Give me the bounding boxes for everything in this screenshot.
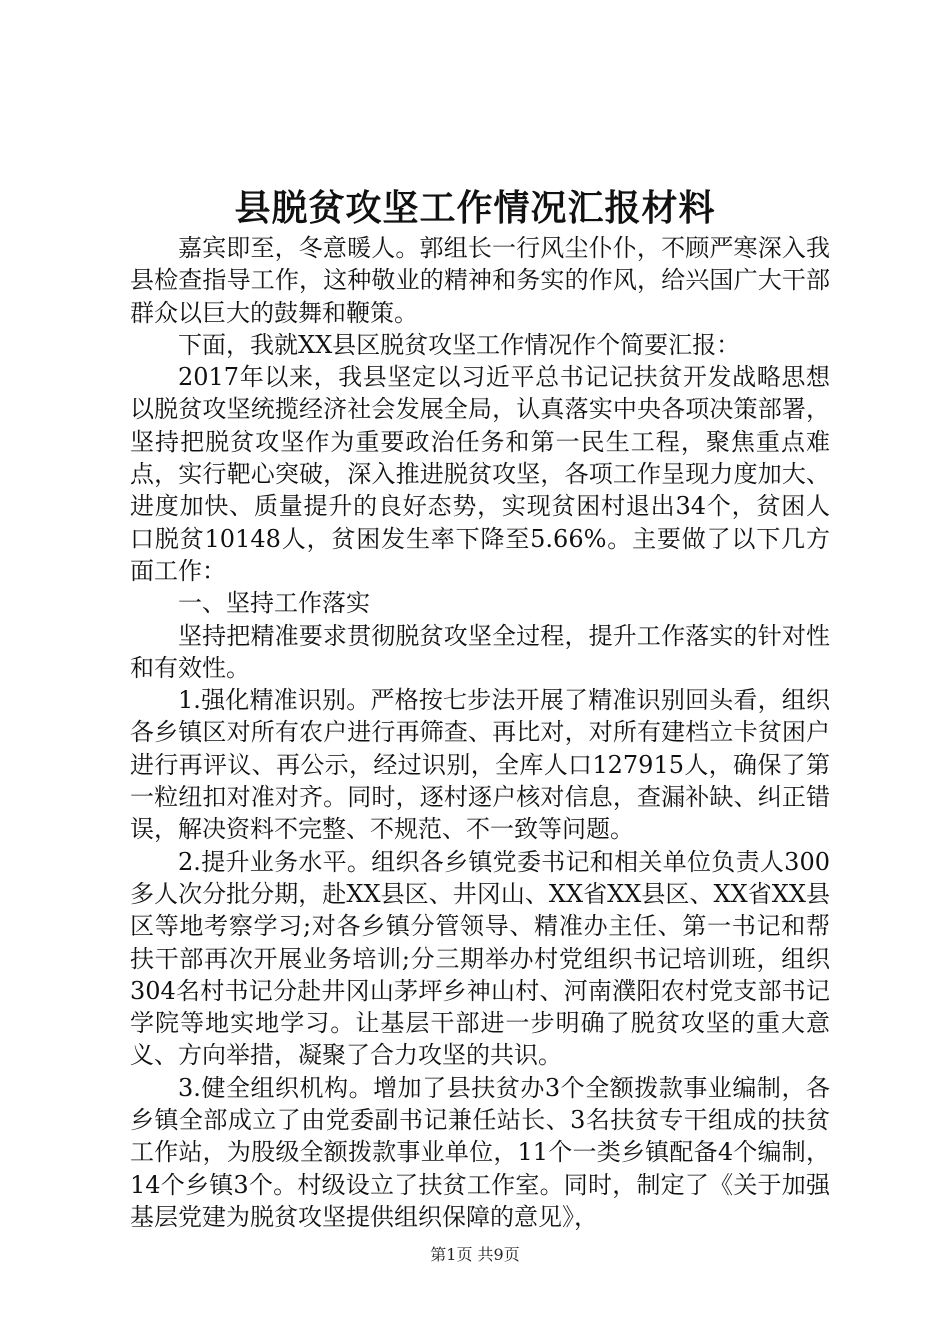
section-heading: 一、坚持工作落实 [178,589,370,618]
document-body [130,232,830,1233]
page-footer: 第1页 共9页 [430,1245,520,1264]
paragraph-intro: 下面，我就XX县区脱贫攻坚工作情况作个简要汇报： [178,330,741,359]
paragraph-item-2: 2.提升业务水平。组织各乡镇党委书记和相关单位负责人300多人次分批分期，赴XX县区、井冈山、XX省XX县区、XX省XX县区等地考察学习;对各乡镇分管领导、精准办主任、第一书记和帮扶干部再次开展业务培训;分三期举办村党组织书记培训班，组织304名村书记分赴井冈山茅坪乡神山村、河南濮阳农村党支部书记学院等地实地学习。让基层干部进一步明确了脱贫攻坚的重大意义、方向举措，凝聚了合力攻坚的共识。 [130,847,830,1070]
paragraph-overview: 2017年以来，我县坚定以习近平总书记记扶贫开发战略思想以脱贫攻坚统揽经济社会发展全局，认真落实中央各项决策部署，坚持把脱贫攻坚作为重要政治任务和第一民生工程，聚焦重点难点，实行靶心突破，深入推进脱贫攻坚，各项工作呈现力度加大、进度加快、质量提升的良好态势，实现贫困村退出34个，贫困人口脱贫10148人，贫困发生率下降至5.66%。主要做了以下几方面工作： [130,363,830,585]
paragraph-greeting: 嘉宾即至，冬意暖人。郭组长一行风尘仆仆，不顾严寒深入我县检查指导工作，这种敬业的精神和务实的作风，给兴国广大干部群众以巨大的鼓舞和鞭策。 [130,234,830,327]
document-title: 县脱贫攻坚工作情况汇报材料 [234,187,716,229]
paragraph-section-summary: 坚持把精准要求贯彻脱贫攻坚全过程，提升工作落实的针对性和有效性。 [130,621,830,682]
paragraph-item-1: 1.强化精准识别。严格按七步法开展了精准识别回头看，组织各乡镇区对所有农户进行再筛查、再比对，对所有建档立卡贫困户进行再评议、再公示，经过识别，全库人口127915人，确保了第一粒纽扣对准对齐。同时，逐村逐户核对信息，查漏补缺、纠正错误，解决资料不完整、不规范、不一致等问题。 [130,686,830,844]
paragraph-item-3: 3.健全组织机构。增加了县扶贫办3个全额拨款事业编制，各乡镇全部成立了由党委副书记兼任站长、3名扶贫专干组成的扶贫工作站，为股级全额拨款事业单位，11个一类乡镇配备4个编制，14个乡镇3个。村级设立了扶贫工作室。同时，制定了《关于加强基层党建为脱贫攻坚提供组织保障的意见》， [130,1073,830,1231]
